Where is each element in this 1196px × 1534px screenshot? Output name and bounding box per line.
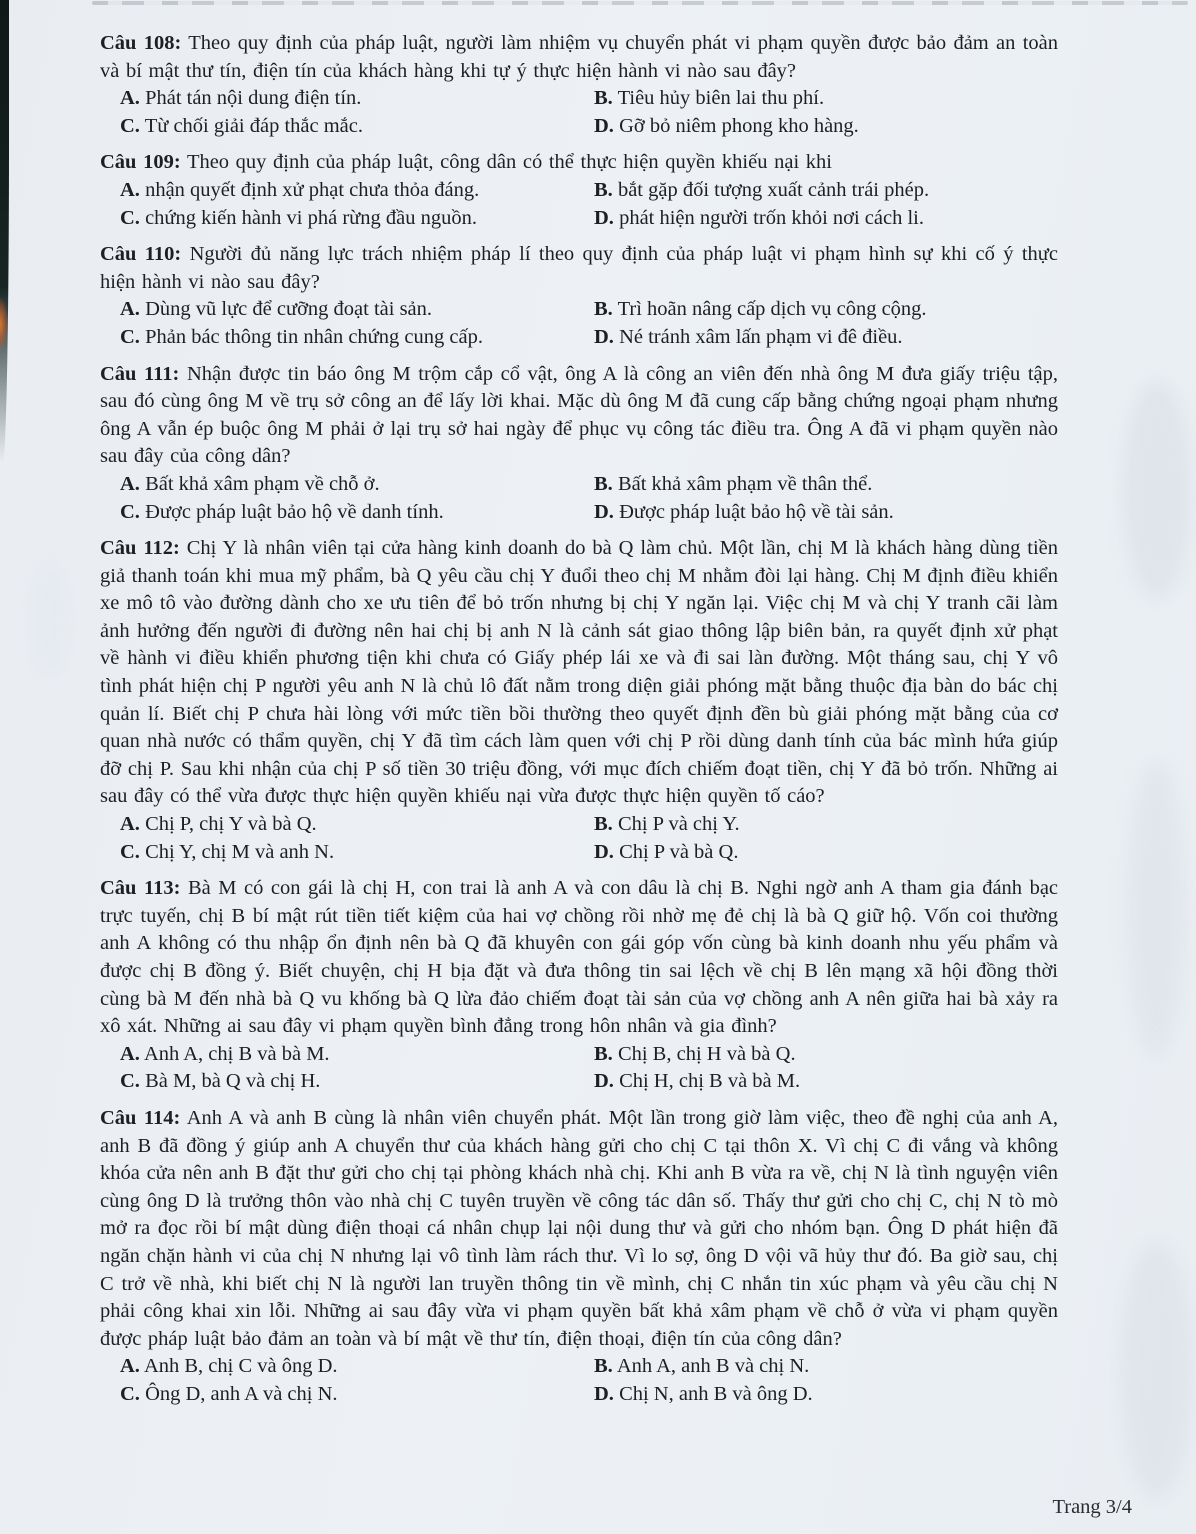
option-text: Chị N, anh B và ông D.: [619, 1382, 813, 1405]
option-d: [594, 1381, 1058, 1409]
option-letter: D.: [594, 1070, 614, 1093]
option-d: [594, 1068, 1058, 1096]
option-b: [594, 1041, 1058, 1069]
option-text: bắt gặp đối tượng xuất cảnh trái phép.: [617, 178, 930, 201]
option-d: [594, 205, 1058, 233]
option-c: [120, 499, 594, 527]
option-c: [120, 1068, 594, 1096]
option-text: Né tránh xâm lấn phạm vi đê điều.: [619, 325, 903, 348]
option-c: [120, 205, 594, 233]
option-letter: C.: [120, 1070, 140, 1093]
option-c: [120, 839, 594, 867]
option-text: Bất khả xâm phạm về chỗ ở.: [145, 472, 380, 495]
question-block: [100, 241, 1058, 351]
question-text: Anh A và anh B cùng là nhân viên chuyển phát. Một lần trong giờ làm việc, theo đề nghị của anh A, anh B đã đồng ý giúp anh A chuyển thư của khách hàng gửi cho chị C tại thôn X. Vì chị C đi vắng và không khóa cửa nên anh B đặt thư gửi cho chị tại phòng khách nhà chị. Khi anh B vừa ra về, chị N là tình nguyện viên cùng ông D là trưởng thôn vào nhà chị C tuyên truyền về công tác dân số. Thấy thư gửi cho chị C, chị N tò mò mở ra đọc rồi bí mật dùng điện thoại cá nhân chụp lại nội dung thư và gửi cho nhóm bạn. Ông D phát hiện đã ngăn chặn hành vi của chị N nhưng lại vô tình làm rách thư. Vì lo sợ, ông D vội vã hủy thư đó. Ba giờ sau, chị C trở về nhà, khi biết chị N là người lan truyền thông tin về mình, chị C nhắn tin xúc phạm và yêu cầu chị N phải công khai xin lỗi. Những ai sau đây vừa vi phạm quyền bất khả xâm phạm về chỗ ở vừa vi phạm quyền được pháp luật bảo đảm an toàn và bí mật về thư tín, điện thoại, điện tín của công dân?: [100, 1106, 1059, 1350]
option-d: [594, 324, 1058, 352]
option-text: Bà M, bà Q và chị H.: [145, 1070, 321, 1093]
option-text: Chị H, chị B và bà M.: [619, 1070, 801, 1093]
option-letter: C.: [120, 500, 140, 523]
option-text: chứng kiến hành vi phá rừng đầu nguồn.: [145, 206, 477, 229]
option-letter: D.: [594, 1382, 614, 1405]
question-number-label: Câu 112:: [100, 537, 180, 560]
question-block: [100, 30, 1058, 140]
option-letter: D.: [594, 500, 614, 523]
option-b: [594, 471, 1058, 499]
answer-options: [120, 1353, 1058, 1408]
option-text: phát hiện người trốn khỏi nơi cách li.: [619, 206, 924, 229]
option-letter: D.: [594, 840, 614, 863]
answer-options: [120, 1041, 1058, 1096]
option-d: [594, 113, 1058, 141]
option-text: Chị P và chị Y.: [617, 813, 740, 836]
option-text: Được pháp luật bảo hộ về danh tính.: [145, 500, 444, 523]
answer-options: [120, 811, 1058, 866]
option-letter: B.: [594, 472, 613, 495]
option-letter: C.: [120, 1382, 140, 1405]
option-text: nhận quyết định xử phạt chưa thỏa đáng.: [145, 178, 480, 201]
question-text: Người đủ năng lực trách nhiệm pháp lí theo quy định của pháp luật vi phạm hình sự khi cố ý thực hiện hành vi nào sau đây?: [100, 243, 1059, 293]
answer-options: [120, 296, 1058, 351]
option-a: [120, 1353, 594, 1381]
question-block: [100, 1105, 1058, 1409]
option-text: Anh B, chị C và ông D.: [143, 1355, 338, 1378]
question-text: Theo quy định của pháp luật, công dân có thể thực hiện quyền khiếu nại khi: [186, 151, 832, 174]
question-block: [100, 875, 1058, 1096]
question-stem: [100, 241, 1058, 296]
option-text: Được pháp luật bảo hộ về tài sản.: [619, 500, 894, 523]
option-letter: B.: [594, 813, 613, 836]
option-letter: A.: [120, 813, 140, 836]
question-number-label: Câu 111:: [100, 362, 180, 385]
answer-options: [120, 177, 1058, 232]
option-c: [120, 324, 594, 352]
option-letter: B.: [594, 1355, 613, 1378]
option-text: Chị P, chị Y và bà Q.: [145, 813, 317, 836]
scan-smudge: [1126, 760, 1186, 1060]
question-text: Bà M có con gái là chị H, con trai là anh A và con dâu là chị B. Nghi ngờ anh A tham gia đánh bạc trực tuyến, chị B bí mật rút tiền tiết kiệm của hai vợ chồng rồi nhờ mẹ đẻ chị là bà Q giữ hộ. Vốn coi thường anh A không có thu nhập ổn định nên bà Q đã khuyên con gái góp vốn cùng bà kinh doanh nhu yếu phẩm và được chị B đồng ý. Biết chuyện, chị H bịa đặt và đưa thông tin sai lệch về chị B lên mạng xã hội đồng thời cùng bà M đến nhà bà Q vu khống bà Q lừa đảo chiếm đoạt tài sản của vợ chồng anh A nên giữa hai bà xảy ra xô xát. Những ai sau đây vi phạm quyền bình đẳng trong hôn nhân và gia đình?: [100, 877, 1059, 1038]
scan-smudge: [30, 560, 70, 680]
scan-smudge: [1122, 380, 1192, 600]
option-letter: A.: [120, 178, 140, 201]
option-d: [594, 839, 1058, 867]
option-text: Phát tán nội dung điện tín.: [145, 87, 362, 110]
question-text: Nhận được tin báo ông M trộm cắp cổ vật, ông A là công an viên đến nhà ông M đưa giấy triệu tập, sau đó cùng ông M về trụ sở công an để lấy lời khai. Mặc dù ông M đã cung cấp bằng chứng ngoại phạm nhưng ông A vẫn ép buộc ông M phải ở lại trụ sở hai ngày để phục vụ công tác điều tra. Ông A đã vi phạm quyền nào sau đây của công dân?: [100, 362, 1058, 468]
question-stem: [100, 149, 1058, 177]
question-stem: [100, 30, 1058, 85]
question-block: [100, 535, 1058, 866]
option-a: [120, 471, 594, 499]
question-stem: [100, 535, 1058, 811]
option-text: Chị P và bà Q.: [619, 840, 739, 863]
option-b: [594, 177, 1058, 205]
question-number-label: Câu 108:: [100, 32, 182, 54]
answer-options: [120, 85, 1058, 140]
questions-container: [100, 30, 1058, 1418]
option-b: [594, 811, 1058, 839]
option-letter: C.: [120, 325, 140, 348]
option-a: [120, 177, 594, 205]
option-letter: C.: [120, 840, 140, 863]
question-number-label: Câu 109:: [100, 151, 181, 174]
question-stem: [100, 875, 1058, 1041]
option-text: Chị B, chị H và bà Q.: [617, 1042, 796, 1065]
option-c: [120, 113, 594, 141]
option-a: [120, 1041, 594, 1069]
cutoff-text-remnant: [92, 1, 1188, 5]
option-text: Bất khả xâm phạm về thân thể.: [617, 472, 873, 495]
option-letter: D.: [594, 325, 614, 348]
option-letter: B.: [594, 298, 613, 321]
scan-edge-artifact: [0, 0, 9, 462]
option-a: [120, 811, 594, 839]
question-number-label: Câu 114:: [100, 1106, 181, 1129]
option-c: [120, 1381, 594, 1409]
option-letter: A.: [120, 1355, 140, 1378]
scan-smudge: [1119, 1240, 1194, 1500]
option-letter: A.: [120, 298, 140, 321]
page-number: Trang 3/4: [1052, 1496, 1132, 1518]
question-number-label: Câu 113:: [100, 877, 181, 900]
question-text: Chị Y là nhân viên tại cửa hàng kinh doanh do bà Q làm chủ. Một lần, chị M là khách hàng dùng tiền giả thanh toán khi mua mỹ phẩm, bà Q yêu cầu chị Y đuổi theo chị M nhằm đòi lại hàng. Chị M định điều khiển xe mô tô vào đường dành cho xe ưu tiên để bỏ trốn nhưng bị chị Y ngăn lại. Việc chị M và chị Y tranh cãi làm ảnh hưởng đến người đi đường nên hai chị bị anh N là cảnh sát giao thông lập biên bản, ra quyết định xử phạt về hành vi điều khiển phương tiện khi chưa có Giấy phép lái xe và đi sai làn đường. Một tháng sau, chị Y vô tình phát hiện chị P người yêu anh N là chủ lô đất nằm trong diện giải phóng mặt bằng thuộc địa bàn do bác chị quản lí. Biết chị P chưa hài lòng với mức tiền bồi thường theo quyết định đền bù giải phóng mặt bằng của cơ quan nhà nước có thẩm quyền, chị Y đã tìm cách làm quen với chị P rồi dùng danh tính của bác mình hứa giúp đỡ chị P. Sau khi nhận của chị P số tiền 30 triệu đồng, với mục đích chiếm đoạt tiền, chị Y đã bỏ trốn. Những ai sau đây có thể vừa được thực hiện quyền khiếu nại vừa được thực hiện quyền tố cáo?: [100, 537, 1058, 808]
question-text: Theo quy định của pháp luật, người làm nhiệm vụ chuyển phát vi phạm quyền được bảo đảm an toàn và bí mật thư tín, điện tín của khách hàng khi tự ý thực hiện hành vi nào sau đây?: [100, 32, 1058, 82]
option-d: [594, 499, 1058, 527]
scan-orange-spot-artifact: [0, 298, 8, 350]
option-text: Anh A, anh B và chị N.: [616, 1355, 810, 1378]
option-letter: D.: [594, 114, 614, 137]
option-text: Anh A, chị B và bà M.: [143, 1042, 330, 1065]
option-letter: C.: [120, 206, 140, 229]
question-stem: [100, 361, 1058, 471]
option-text: Trì hoãn nâng cấp dịch vụ công cộng.: [617, 298, 927, 321]
question-number-label: Câu 110:: [100, 243, 182, 266]
option-letter: B.: [594, 178, 613, 201]
option-b: [594, 1353, 1058, 1381]
option-text: Chị Y, chị M và anh N.: [145, 840, 335, 863]
option-b: [594, 85, 1058, 113]
question-stem: [100, 1105, 1058, 1353]
option-letter: B.: [594, 87, 613, 110]
option-text: Từ chối giải đáp thắc mắc.: [144, 114, 364, 137]
option-letter: A.: [120, 1042, 140, 1065]
option-text: Tiêu hủy biên lai thu phí.: [617, 87, 825, 110]
option-letter: D.: [594, 206, 614, 229]
option-b: [594, 296, 1058, 324]
option-text: Ông D, anh A và chị N.: [145, 1382, 338, 1405]
option-text: Dùng vũ lực để cưỡng đoạt tài sản.: [145, 298, 433, 321]
question-block: [100, 361, 1058, 527]
option-letter: C.: [120, 114, 140, 137]
option-letter: B.: [594, 1042, 613, 1065]
option-text: Phản bác thông tin nhân chứng cung cấp.: [145, 325, 483, 348]
option-letter: A.: [120, 472, 140, 495]
answer-options: [120, 471, 1058, 526]
option-a: [120, 85, 594, 113]
option-letter: A.: [120, 87, 140, 110]
question-block: [100, 149, 1058, 232]
option-text: Gỡ bỏ niêm phong kho hàng.: [619, 114, 859, 137]
option-a: [120, 296, 594, 324]
